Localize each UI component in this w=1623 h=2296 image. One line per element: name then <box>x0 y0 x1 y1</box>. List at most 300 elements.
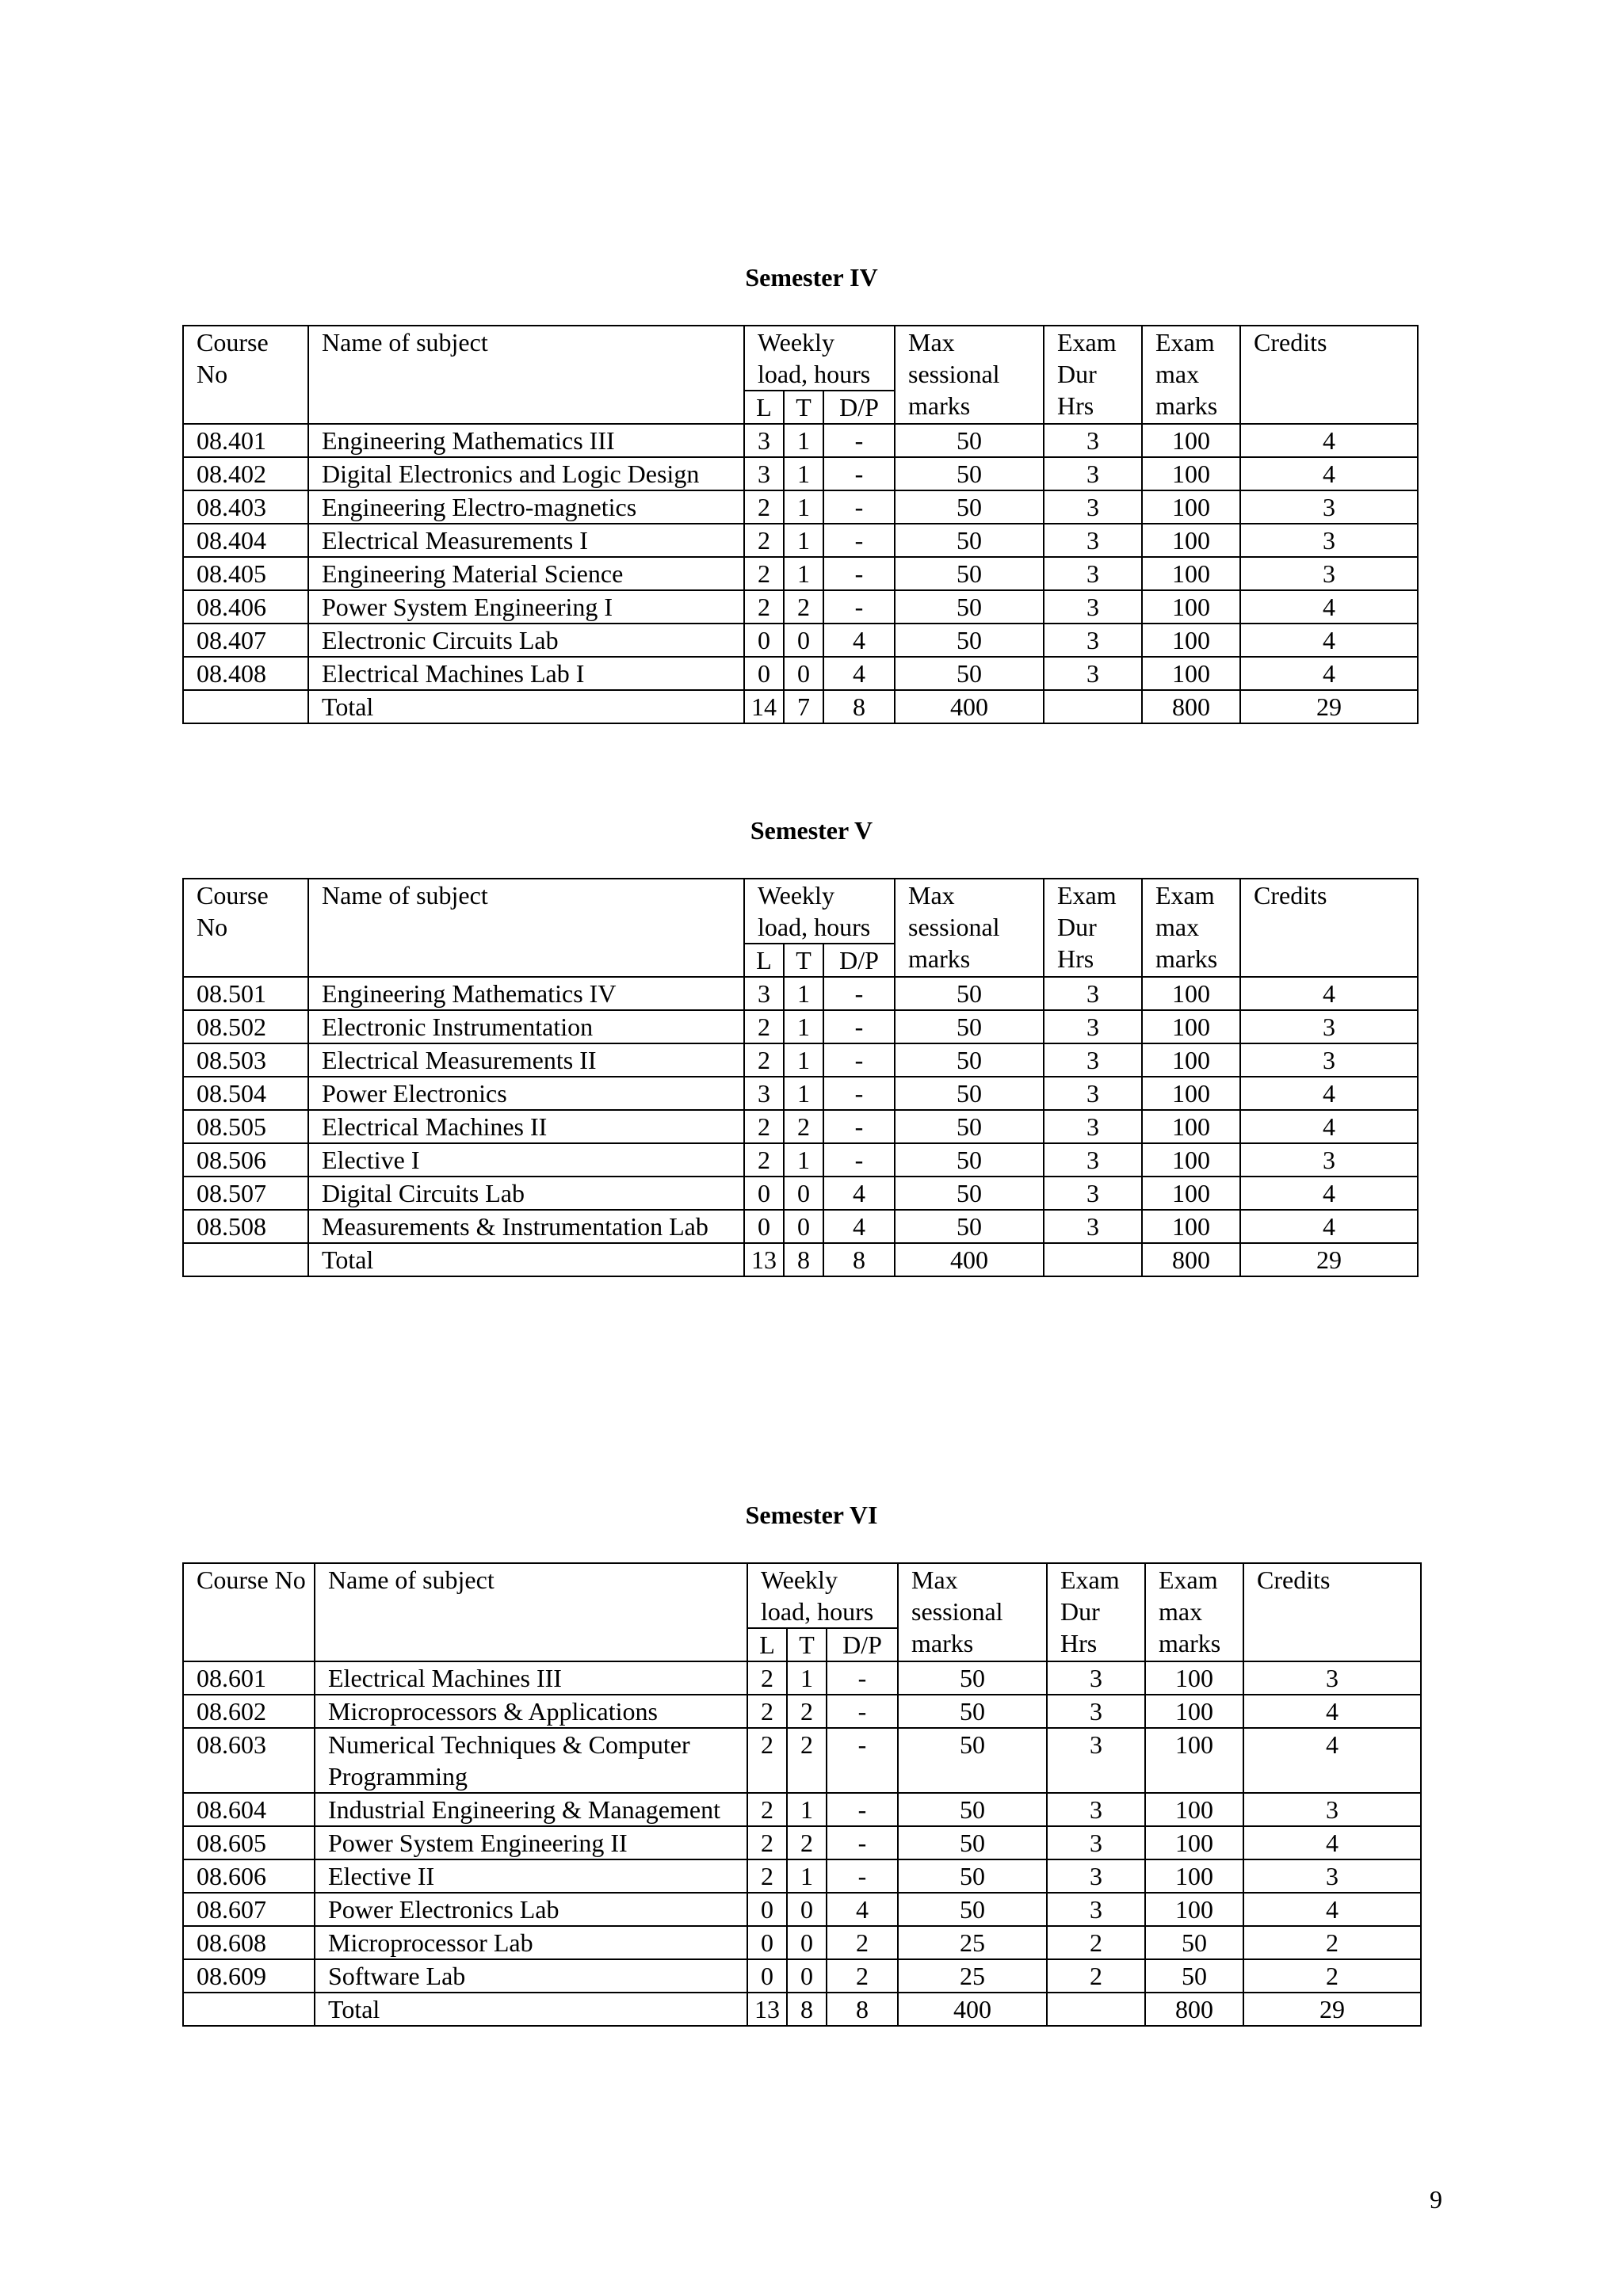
tutorial-hours-cell: 1 <box>784 524 823 557</box>
credits-cell: 3 <box>1240 557 1418 590</box>
subject-name-cell: Microprocessor Lab <box>315 1926 747 1959</box>
course-no-cell: 08.502 <box>183 1010 308 1043</box>
subject-name-cell: Engineering Mathematics III <box>308 424 744 457</box>
lecture-hours-cell: 3 <box>744 457 784 490</box>
tutorial-hours-cell: 1 <box>784 424 823 457</box>
header-dp: D/P <box>823 391 895 424</box>
header-max-sessional: Max sessional marks <box>895 326 1044 424</box>
lecture-hours-cell: 2 <box>747 1793 787 1826</box>
semester-table <box>182 1562 1422 2027</box>
course-no-cell: 08.506 <box>183 1143 308 1177</box>
semester-table <box>182 325 1419 724</box>
lecture-hours-cell: 2 <box>744 1110 784 1143</box>
exam-duration-cell: 3 <box>1047 1793 1145 1826</box>
exam-duration-cell: 3 <box>1044 490 1142 524</box>
dp-hours-cell: - <box>823 557 895 590</box>
header-course-no: Course No <box>183 1563 315 1661</box>
exam-max-marks-cell: 100 <box>1145 1728 1243 1793</box>
header-course-no: Course No <box>183 879 308 977</box>
lecture-hours-cell: 3 <box>744 1077 784 1110</box>
dp-hours-cell: - <box>823 524 895 557</box>
max-sessional-marks-cell: 50 <box>895 1110 1044 1143</box>
course-no-cell: 08.608 <box>183 1926 315 1959</box>
dp-hours-cell: 4 <box>827 1893 898 1926</box>
lecture-hours-cell: 2 <box>747 1826 787 1859</box>
exam-duration-cell: 3 <box>1044 1010 1142 1043</box>
exam-duration-cell: 3 <box>1044 590 1142 624</box>
header-max-sessional: Max sessional marks <box>898 1563 1047 1661</box>
max-sessional-marks-cell: 50 <box>895 1010 1044 1043</box>
lecture-hours-cell: 3 <box>744 977 784 1010</box>
table-row <box>183 1826 1421 1859</box>
credits-cell: 4 <box>1240 590 1418 624</box>
lecture-hours-cell: 0 <box>744 1177 784 1210</box>
credits-cell: 2 <box>1243 1926 1421 1959</box>
header-t: T <box>784 391 823 424</box>
lecture-hours-cell: 13 <box>744 1243 784 1276</box>
subject-name-cell: Engineering Electro-magnetics <box>308 490 744 524</box>
exam-max-marks-cell: 100 <box>1142 490 1240 524</box>
exam-duration-cell: 3 <box>1044 1110 1142 1143</box>
exam-max-marks-cell: 100 <box>1142 624 1240 657</box>
exam-max-marks-cell: 100 <box>1142 1043 1240 1077</box>
max-sessional-marks-cell: 50 <box>895 1177 1044 1210</box>
credits-cell: 29 <box>1240 1243 1418 1276</box>
tutorial-hours-cell: 8 <box>784 1243 823 1276</box>
course-no-cell: 08.604 <box>183 1793 315 1826</box>
credits-cell: 4 <box>1243 1893 1421 1926</box>
tutorial-hours-cell: 1 <box>784 1043 823 1077</box>
table-row <box>183 1177 1418 1210</box>
max-sessional-marks-cell: 50 <box>898 1695 1047 1728</box>
header-name-of-subject: Name of subject <box>315 1563 747 1661</box>
course-no-cell: 08.408 <box>183 657 308 690</box>
dp-hours-cell: 8 <box>827 1993 898 2026</box>
dp-hours-cell: - <box>823 1077 895 1110</box>
credits-cell: 3 <box>1243 1859 1421 1893</box>
exam-max-marks-cell: 100 <box>1142 524 1240 557</box>
table-row <box>183 457 1418 490</box>
exam-max-marks-cell: 100 <box>1145 1695 1243 1728</box>
dp-hours-cell: - <box>827 1695 898 1728</box>
header-credits: Credits <box>1240 326 1418 424</box>
exam-max-marks-cell: 50 <box>1145 1926 1243 1959</box>
subject-name-cell: Electrical Machines Lab I <box>308 657 744 690</box>
max-sessional-marks-cell: 50 <box>895 657 1044 690</box>
course-no-cell: 08.505 <box>183 1110 308 1143</box>
credits-cell: 4 <box>1243 1695 1421 1728</box>
course-no-cell: 08.508 <box>183 1210 308 1243</box>
exam-max-marks-cell: 100 <box>1145 1826 1243 1859</box>
header-exam-max: Exam max marks <box>1145 1563 1243 1661</box>
lecture-hours-cell: 0 <box>744 1210 784 1243</box>
exam-max-marks-cell: 100 <box>1142 1010 1240 1043</box>
header-l: L <box>744 391 784 424</box>
header-credits: Credits <box>1240 879 1418 977</box>
table-row <box>183 1859 1421 1893</box>
tutorial-hours-cell: 8 <box>787 1993 827 2026</box>
table-row <box>183 490 1418 524</box>
exam-duration-cell: 3 <box>1047 1728 1145 1793</box>
max-sessional-marks-cell: 50 <box>898 1893 1047 1926</box>
max-sessional-marks-cell: 50 <box>895 557 1044 590</box>
subject-name-cell: Numerical Techniques & Computer Programming <box>315 1728 747 1793</box>
tutorial-hours-cell: 1 <box>784 1143 823 1177</box>
tutorial-hours-cell: 0 <box>784 1177 823 1210</box>
course-no-cell: 08.402 <box>183 457 308 490</box>
header-t: T <box>787 1628 827 1661</box>
tutorial-hours-cell: 0 <box>784 1210 823 1243</box>
dp-hours-cell: 4 <box>823 657 895 690</box>
lecture-hours-cell: 2 <box>744 557 784 590</box>
subject-name-cell: Total <box>308 690 744 723</box>
course-no-cell: 08.501 <box>183 977 308 1010</box>
credits-cell: 3 <box>1240 524 1418 557</box>
exam-duration-cell: 2 <box>1047 1959 1145 1993</box>
subject-name-cell: Power Electronics <box>308 1077 744 1110</box>
credits-cell: 4 <box>1243 1728 1421 1793</box>
max-sessional-marks-cell: 50 <box>895 1077 1044 1110</box>
exam-duration-cell: 3 <box>1044 977 1142 1010</box>
exam-duration-cell: 3 <box>1044 1210 1142 1243</box>
lecture-hours-cell: 2 <box>744 524 784 557</box>
tutorial-hours-cell: 2 <box>787 1728 827 1793</box>
table-row <box>183 657 1418 690</box>
subject-name-cell: Digital Circuits Lab <box>308 1177 744 1210</box>
lecture-hours-cell: 2 <box>744 1143 784 1177</box>
exam-max-marks-cell: 100 <box>1145 1793 1243 1826</box>
course-no-cell: 08.403 <box>183 490 308 524</box>
exam-duration-cell <box>1047 1993 1145 2026</box>
exam-max-marks-cell: 800 <box>1142 1243 1240 1276</box>
credits-cell: 4 <box>1240 457 1418 490</box>
max-sessional-marks-cell: 50 <box>898 1826 1047 1859</box>
tutorial-hours-cell: 1 <box>784 1010 823 1043</box>
credits-cell: 4 <box>1240 1210 1418 1243</box>
table-row <box>183 524 1418 557</box>
subject-name-cell: Industrial Engineering & Management <box>315 1793 747 1826</box>
credits-cell: 4 <box>1243 1826 1421 1859</box>
dp-hours-cell: 8 <box>823 1243 895 1276</box>
credits-cell: 4 <box>1240 1077 1418 1110</box>
tutorial-hours-cell: 1 <box>784 1077 823 1110</box>
course-no-cell: 08.605 <box>183 1826 315 1859</box>
credits-cell: 3 <box>1240 1010 1418 1043</box>
max-sessional-marks-cell: 50 <box>895 1210 1044 1243</box>
course-no-cell: 08.606 <box>183 1859 315 1893</box>
credits-cell: 29 <box>1240 690 1418 723</box>
table-row <box>183 1661 1421 1695</box>
header-exam-max: Exam max marks <box>1142 326 1240 424</box>
credits-cell: 4 <box>1240 624 1418 657</box>
subject-name-cell: Power Electronics Lab <box>315 1893 747 1926</box>
subject-name-cell: Electronic Instrumentation <box>308 1010 744 1043</box>
dp-hours-cell: - <box>827 1728 898 1793</box>
subject-name-cell: Software Lab <box>315 1959 747 1993</box>
course-no-cell: 08.507 <box>183 1177 308 1210</box>
dp-hours-cell: 4 <box>823 1210 895 1243</box>
max-sessional-marks-cell: 50 <box>895 1143 1044 1177</box>
subject-name-cell: Engineering Mathematics IV <box>308 977 744 1010</box>
table-row <box>183 1728 1421 1793</box>
lecture-hours-cell: 2 <box>747 1728 787 1793</box>
tutorial-hours-cell: 0 <box>784 624 823 657</box>
dp-hours-cell: 8 <box>823 690 895 723</box>
table-row <box>183 1010 1418 1043</box>
tutorial-hours-cell: 0 <box>787 1893 827 1926</box>
lecture-hours-cell: 2 <box>747 1859 787 1893</box>
table-row <box>183 1926 1421 1959</box>
dp-hours-cell: - <box>827 1859 898 1893</box>
subject-name-cell: Total <box>308 1243 744 1276</box>
table-row <box>183 557 1418 590</box>
tutorial-hours-cell: 1 <box>784 557 823 590</box>
max-sessional-marks-cell: 50 <box>898 1793 1047 1826</box>
credits-cell: 4 <box>1240 1177 1418 1210</box>
max-sessional-marks-cell: 400 <box>895 1243 1044 1276</box>
tutorial-hours-cell: 0 <box>787 1959 827 1993</box>
table-row <box>183 1143 1418 1177</box>
header-exam-dur: Exam Dur Hrs <box>1044 326 1142 424</box>
course-no-cell: 08.609 <box>183 1959 315 1993</box>
credits-cell: 2 <box>1243 1959 1421 1993</box>
credits-cell: 4 <box>1240 977 1418 1010</box>
tutorial-hours-cell: 1 <box>787 1859 827 1893</box>
dp-hours-cell: - <box>823 1043 895 1077</box>
table-row <box>183 1959 1421 1993</box>
exam-duration-cell: 3 <box>1044 1077 1142 1110</box>
max-sessional-marks-cell: 50 <box>895 457 1044 490</box>
dp-hours-cell: - <box>823 1110 895 1143</box>
exam-duration-cell: 3 <box>1044 424 1142 457</box>
credits-cell: 3 <box>1240 490 1418 524</box>
tutorial-hours-cell: 0 <box>784 657 823 690</box>
max-sessional-marks-cell: 50 <box>895 524 1044 557</box>
table-row <box>183 1695 1421 1728</box>
max-sessional-marks-cell: 25 <box>898 1926 1047 1959</box>
exam-max-marks-cell: 100 <box>1142 1210 1240 1243</box>
header-credits: Credits <box>1243 1563 1421 1661</box>
table-row <box>183 1243 1418 1276</box>
header-max-sessional: Max sessional marks <box>895 879 1044 977</box>
course-no-cell: 08.601 <box>183 1661 315 1695</box>
tutorial-hours-cell: 2 <box>784 590 823 624</box>
max-sessional-marks-cell: 50 <box>898 1728 1047 1793</box>
header-exam-dur: Exam Dur Hrs <box>1044 879 1142 977</box>
header-t: T <box>784 944 823 977</box>
exam-max-marks-cell: 100 <box>1142 1110 1240 1143</box>
credits-cell: 4 <box>1240 657 1418 690</box>
table-row <box>183 977 1418 1010</box>
header-dp: D/P <box>827 1628 898 1661</box>
header-name-of-subject: Name of subject <box>308 879 744 977</box>
dp-hours-cell: - <box>823 490 895 524</box>
exam-duration-cell: 3 <box>1044 657 1142 690</box>
exam-duration-cell <box>1044 690 1142 723</box>
credits-cell: 3 <box>1240 1043 1418 1077</box>
dp-hours-cell: - <box>823 590 895 624</box>
exam-duration-cell: 3 <box>1044 557 1142 590</box>
course-no-cell: 08.407 <box>183 624 308 657</box>
tutorial-hours-cell: 0 <box>787 1926 827 1959</box>
dp-hours-cell: - <box>827 1826 898 1859</box>
exam-max-marks-cell: 100 <box>1142 1177 1240 1210</box>
exam-duration-cell: 2 <box>1047 1926 1145 1959</box>
lecture-hours-cell: 2 <box>744 1010 784 1043</box>
exam-max-marks-cell: 100 <box>1142 590 1240 624</box>
tutorial-hours-cell: 2 <box>784 1110 823 1143</box>
subject-name-cell: Electronic Circuits Lab <box>308 624 744 657</box>
course-no-cell <box>183 690 308 723</box>
lecture-hours-cell: 13 <box>747 1993 787 2026</box>
table-row <box>183 690 1418 723</box>
exam-duration-cell: 3 <box>1044 1043 1142 1077</box>
exam-max-marks-cell: 800 <box>1142 690 1240 723</box>
course-no-cell: 08.602 <box>183 1695 315 1728</box>
lecture-hours-cell: 2 <box>744 490 784 524</box>
subject-name-cell: Electrical Measurements II <box>308 1043 744 1077</box>
subject-name-cell: Digital Electronics and Logic Design <box>308 457 744 490</box>
max-sessional-marks-cell: 50 <box>898 1859 1047 1893</box>
lecture-hours-cell: 3 <box>744 424 784 457</box>
lecture-hours-cell: 0 <box>744 624 784 657</box>
subject-name-cell: Microprocessors & Applications <box>315 1695 747 1728</box>
subject-name-cell: Electrical Measurements I <box>308 524 744 557</box>
course-no-cell: 08.503 <box>183 1043 308 1077</box>
course-no-cell <box>183 1243 308 1276</box>
tutorial-hours-cell: 2 <box>787 1826 827 1859</box>
tutorial-hours-cell: 1 <box>784 457 823 490</box>
header-l: L <box>744 944 784 977</box>
credits-cell: 29 <box>1243 1993 1421 2026</box>
course-no-cell: 08.405 <box>183 557 308 590</box>
exam-max-marks-cell: 100 <box>1145 1893 1243 1926</box>
course-no-cell: 08.404 <box>183 524 308 557</box>
dp-hours-cell: - <box>823 1010 895 1043</box>
dp-hours-cell: 4 <box>823 624 895 657</box>
max-sessional-marks-cell: 50 <box>898 1661 1047 1695</box>
header-name-of-subject: Name of subject <box>308 326 744 424</box>
exam-max-marks-cell: 100 <box>1142 977 1240 1010</box>
lecture-hours-cell: 2 <box>747 1661 787 1695</box>
exam-duration-cell: 3 <box>1044 524 1142 557</box>
table-row <box>183 1077 1418 1110</box>
exam-max-marks-cell: 100 <box>1142 457 1240 490</box>
exam-duration-cell: 3 <box>1044 457 1142 490</box>
exam-duration-cell <box>1044 1243 1142 1276</box>
dp-hours-cell: 2 <box>827 1926 898 1959</box>
dp-hours-cell: - <box>823 977 895 1010</box>
max-sessional-marks-cell: 50 <box>895 624 1044 657</box>
course-no-cell: 08.603 <box>183 1728 315 1793</box>
lecture-hours-cell: 0 <box>747 1893 787 1926</box>
credits-cell: 3 <box>1243 1661 1421 1695</box>
course-no-cell: 08.406 <box>183 590 308 624</box>
exam-max-marks-cell: 100 <box>1145 1661 1243 1695</box>
semester-title: Semester V <box>750 816 873 845</box>
exam-duration-cell: 3 <box>1047 1859 1145 1893</box>
lecture-hours-cell: 14 <box>744 690 784 723</box>
table-row <box>183 1993 1421 2026</box>
max-sessional-marks-cell: 50 <box>895 424 1044 457</box>
lecture-hours-cell: 0 <box>744 657 784 690</box>
max-sessional-marks-cell: 25 <box>898 1959 1047 1993</box>
exam-max-marks-cell: 100 <box>1142 557 1240 590</box>
dp-hours-cell: 2 <box>827 1959 898 1993</box>
exam-max-marks-cell: 100 <box>1145 1859 1243 1893</box>
credits-cell: 4 <box>1240 1110 1418 1143</box>
table-row <box>183 1893 1421 1926</box>
exam-max-marks-cell: 800 <box>1145 1993 1243 2026</box>
course-no-cell <box>183 1993 315 2026</box>
dp-hours-cell: - <box>827 1661 898 1695</box>
max-sessional-marks-cell: 50 <box>895 590 1044 624</box>
subject-name-cell: Electrical Machines II <box>308 1110 744 1143</box>
exam-duration-cell: 3 <box>1044 1143 1142 1177</box>
exam-duration-cell: 3 <box>1044 1177 1142 1210</box>
header-exam-dur: Exam Dur Hrs <box>1047 1563 1145 1661</box>
dp-hours-cell: - <box>823 424 895 457</box>
exam-max-marks-cell: 50 <box>1145 1959 1243 1993</box>
exam-duration-cell: 3 <box>1044 624 1142 657</box>
table-row <box>183 624 1418 657</box>
dp-hours-cell: - <box>823 1143 895 1177</box>
exam-max-marks-cell: 100 <box>1142 657 1240 690</box>
dp-hours-cell: 4 <box>823 1177 895 1210</box>
subject-name-cell: Electrical Machines III <box>315 1661 747 1695</box>
course-no-cell: 08.401 <box>183 424 308 457</box>
subject-name-cell: Elective II <box>315 1859 747 1893</box>
table-row <box>183 1043 1418 1077</box>
header-dp: D/P <box>823 944 895 977</box>
subject-name-cell: Elective I <box>308 1143 744 1177</box>
table-row <box>183 1210 1418 1243</box>
subject-name-cell: Engineering Material Science <box>308 557 744 590</box>
exam-max-marks-cell: 100 <box>1142 424 1240 457</box>
table-row <box>183 1793 1421 1826</box>
lecture-hours-cell: 2 <box>744 590 784 624</box>
tutorial-hours-cell: 1 <box>784 977 823 1010</box>
exam-duration-cell: 3 <box>1047 1826 1145 1859</box>
semester-title: Semester VI <box>745 1501 878 1529</box>
exam-duration-cell: 3 <box>1047 1661 1145 1695</box>
header-l: L <box>747 1628 787 1661</box>
subject-name-cell: Total <box>315 1993 747 2026</box>
exam-max-marks-cell: 100 <box>1142 1143 1240 1177</box>
header-weekly-load: Weekly load, hours <box>744 879 895 944</box>
exam-duration-cell: 3 <box>1047 1695 1145 1728</box>
header-course-no: Course No <box>183 326 308 424</box>
lecture-hours-cell: 0 <box>747 1926 787 1959</box>
table-row <box>183 590 1418 624</box>
credits-cell: 3 <box>1243 1793 1421 1826</box>
subject-name-cell: Power System Engineering I <box>308 590 744 624</box>
semester-table <box>182 878 1419 1277</box>
max-sessional-marks-cell: 50 <box>895 1043 1044 1077</box>
lecture-hours-cell: 0 <box>747 1959 787 1993</box>
max-sessional-marks-cell: 400 <box>895 690 1044 723</box>
header-weekly-load: Weekly load, hours <box>747 1563 898 1628</box>
max-sessional-marks-cell: 400 <box>898 1993 1047 2026</box>
page-number: 9 <box>1430 2185 1442 2214</box>
course-no-cell: 08.504 <box>183 1077 308 1110</box>
header-weekly-load: Weekly load, hours <box>744 326 895 391</box>
lecture-hours-cell: 2 <box>744 1043 784 1077</box>
semester-title: Semester IV <box>745 263 878 292</box>
tutorial-hours-cell: 2 <box>787 1695 827 1728</box>
credits-cell: 4 <box>1240 424 1418 457</box>
dp-hours-cell: - <box>827 1793 898 1826</box>
